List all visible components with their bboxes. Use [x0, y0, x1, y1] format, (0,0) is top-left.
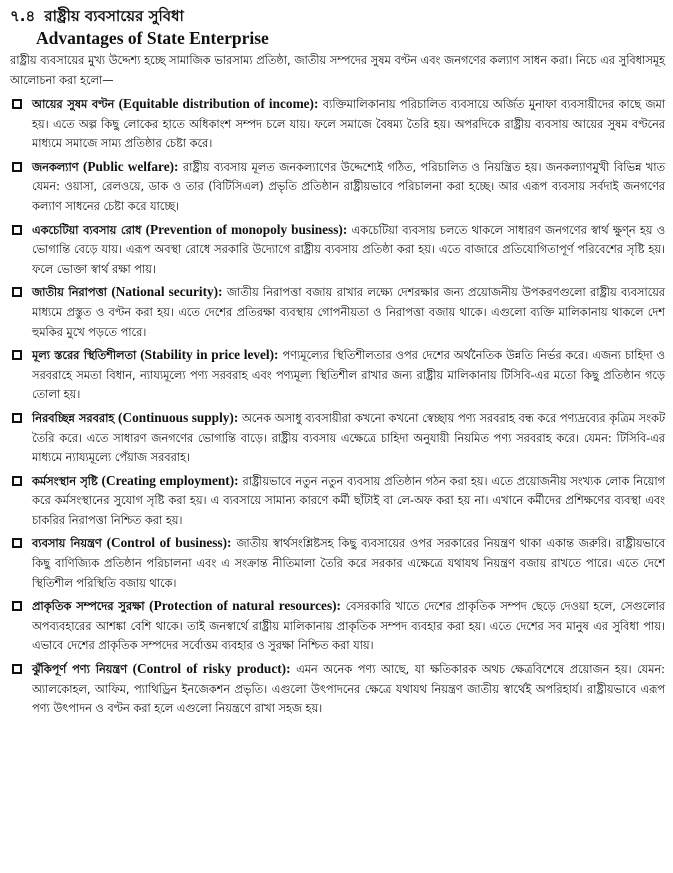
item-heading-en: (Continuous supply):	[118, 409, 239, 425]
section-subtitle: Advantages of State Enterprise	[36, 28, 269, 48]
item-text: ব্যক্তিমালিকানায় পরিচালিত ব্যবসায়ে অর্জিত মুনাফা ব্যবসায়ীদের কাছে জমা হয়। এতে অল্প কিছু লোকের হাতে অধিকাংশ সম্পদ চলে যায়। ফলে সমাজে বৈষম্য তৈরি হয়। অপরদিকে রাষ্ট্রীয় ব্যবসায় আয়ের সুষম বণ্টনের মাধ্যমে সমাজে সাম্য প্রতিষ্ঠার চেষ্টা করে।	[32, 98, 666, 151]
checkbox-bullet-icon	[12, 225, 22, 235]
intro-paragraph: রাষ্ট্রীয় ব্যবসায়ের মুখ্য উদ্দেশ্য হচ্ছে সামাজিক ভারসাম্য প্রতিষ্ঠা, জাতীয় সম্পদের সুষম বণ্টন এবং জনগণের কল্যাণ সাধন করা। নিচে এর সুবিধাসমূহ আলোচনা করা হলো—	[10, 54, 665, 87]
item-heading-en: (Protection of natural resources):	[149, 598, 341, 614]
item-heading-bn: একচেটিয়া ব্যবসায় রোধ	[32, 223, 142, 237]
list-item-body	[32, 533, 665, 593]
item-text: এমন অনেক পণ্য আছে, যা ক্ষতিকারক অথচ ক্ষেত্রবিশেষে প্রয়োজন হয়। যেমন: অ্যালকোহল, আফিম, প্যাথিড্রিন ইনজেকশন প্রভৃতি। এগুলো উৎপাদনের ক্ষেত্রে যথাযথ নিয়ন্ত্রণ জাতীয় স্বার্থেই অপরিহার্য। রাষ্ট্রীয়ভাবে এরূপ পণ্য উৎপাদন ও বণ্টন করা হলে এগুলো নিয়ন্ত্রণে রাখা সহজ হয়।	[32, 663, 665, 716]
list-item	[10, 220, 665, 280]
checkbox-bullet-icon	[12, 538, 22, 548]
item-heading-en: (Control of business):	[106, 535, 232, 551]
item-text: জাতীয় নিরাপত্তা বজায় রাখার লক্ষ্যে দেশরক্ষার জন্য প্রয়োজনীয় উপকরণগুলো রাষ্ট্রীয় ব্যবসায়ের মাধ্যমে প্রস্তুত ও বণ্টন করা হয়। এতে দেশের প্রতিরক্ষা ব্যবস্থায় গোপনীয়তা ও নিরাপত্তা বজায় থাকে। এগুলো ব্যক্তি মালিকানায় থাকলে দেশ হুমকির মুখে পড়তে পারে।	[32, 286, 666, 339]
list-item	[10, 533, 665, 593]
list-item-body	[32, 408, 665, 468]
list-item-body	[32, 157, 665, 217]
item-heading-en: (Prevention of monopoly business):	[145, 221, 348, 237]
item-text: একচেটিয়া ব্যবসায় চলতে থাকলে সাধারণ জনগণের স্বার্থ ক্ষুণ্ন হয় ও ভোগান্তি বেড়ে যায়। এরূপ অবস্থা রোধে সরকারি উদ্যোগে রাষ্ট্রীয় ব্যবসায় প্রতিষ্ঠা করা হয়। এতে বাজারে প্রতিযোগিতাপূর্ণ পরিবেশের সৃষ্টি হয়। ফলে ভোক্তা স্বার্থ রক্ষা পায়।	[32, 223, 666, 276]
item-heading-bn: জাতীয় নিরাপত্তা	[32, 286, 107, 300]
item-heading-en: (Public welfare):	[82, 158, 179, 174]
checkbox-bullet-icon	[12, 476, 22, 486]
item-heading-bn: নিরবচ্ছিন্ন সরবরাহ	[32, 411, 115, 425]
checkbox-bullet-icon	[12, 664, 22, 674]
item-heading-en: (Stability in price level):	[140, 347, 279, 363]
item-text: রাষ্ট্রীয় ব্যবসায় মূলত জনকল্যাণের উদ্দেশ্যেই গঠিত, পরিচালিত ও নিয়ন্ত্রিত হয়। জনকল্যাণমুখী বিভিন্ন খাত যেমন: ওয়াসা, রেলওয়ে, ডাক ও তার (বিটিসিএল) প্রভৃতি প্রতিষ্ঠান রাষ্ট্রীয়ভাবে পরিচালনা করা হচ্ছে। আর এরূপ ব্যবসায় সর্বদাই জনগণের কল্যাণ সাধনের চেষ্টা করে যাচ্ছে।	[32, 160, 665, 213]
section-number: ৭.৪	[10, 7, 36, 25]
list-item	[10, 471, 665, 531]
item-heading-bn: কর্মসংস্থান সৃষ্টি	[32, 474, 98, 488]
item-heading-en: (Creating employment):	[101, 472, 239, 488]
item-text: অনেক অসাধু ব্যবসায়ীরা কখনো কখনো স্বেচ্ছায় পণ্য সরবরাহ বন্ধ করে পণ্যদ্রব্যের কৃত্রিম সংকট তৈরি করে। এতে সাধারণ জনগণের ভোগান্তি বাড়ে। রাষ্ট্রীয় ব্যবসায় এক্ষেত্রে চাহিদা অনুযায়ী নিয়মিত পণ্য সরবরাহ করে। যেমন: টিসিবি-এর মাধ্যমে ন্যায্যমূল্যে পেঁয়াজ সরবরাহ।	[32, 411, 666, 465]
item-heading-en: (Equitable distribution of income):	[118, 96, 319, 111]
list-item	[10, 282, 665, 342]
list-item-body	[32, 94, 665, 154]
item-heading-bn: প্রাকৃতিক সম্পদের সুরক্ষা	[32, 600, 145, 614]
list-item	[10, 345, 665, 405]
section-title	[10, 6, 665, 26]
checkbox-bullet-icon	[12, 287, 22, 297]
list-item-body	[32, 282, 665, 342]
checkbox-bullet-icon	[12, 99, 22, 109]
list-item	[10, 659, 665, 719]
item-text: বেসরকারি খাতে দেশের প্রাকৃতিক সম্পদ ছেড়ে দেওয়া হলে, সেগুলোর অপব্যবহারের আশঙ্কা বেশি থাকে। তাই জনস্বার্থে রাষ্ট্রীয় মালিকানায় প্রাকৃতিক সম্পদ ব্যবহার করা হয়। এতে দেশের সব মানুষ এর সুবিধা পায়। এভাবে দেশের প্রাকৃতিক সম্পদের সর্বোত্তম ব্যবহার ও সুরক্ষা নিশ্চিত করা যায়।	[32, 600, 666, 653]
list-item	[10, 408, 665, 468]
list-item-body	[32, 220, 665, 280]
item-heading-bn: আয়ের সুষম বণ্টন	[32, 98, 115, 111]
list-item	[10, 596, 665, 656]
item-heading-bn: মূল্য স্তরের স্থিতিশীলতা	[32, 349, 137, 363]
item-heading-bn: ঝুঁকিপূর্ণ পণ্য নিয়ন্ত্রণ	[32, 663, 128, 677]
list-item	[10, 157, 665, 217]
item-heading-en: (Control of risky product):	[132, 661, 291, 677]
list-item-body	[32, 659, 665, 719]
item-heading-bn: ব্যবসায় নিয়ন্ত্রণ	[32, 537, 102, 551]
item-text: রাষ্ট্রীয়ভাবে নতুন নতুন ব্যবসায় প্রতিষ্ঠান গঠন করা হয়। এতে প্রয়োজনীয় সংখ্যক লোক নিয়োগ করে কর্মসংস্থানের সুযোগ সৃষ্টি করা হয়। এ ব্যবসায়ে সামান্য কারণে কর্মী ছাঁটাই বা লে-অফ করা হয় না। এখানে কর্মীদের প্রশিক্ষণের ব্যবস্থা এবং চাকরির নিরাপত্তা নিশ্চিত করা হয়।	[32, 474, 665, 527]
item-heading-en: (National security):	[111, 284, 223, 300]
list-item-body	[32, 471, 665, 531]
list-item	[10, 94, 665, 154]
item-text: পণ্যমূল্যের স্থিতিশীলতার ওপর দেশের অর্থনৈতিক উন্নতি নির্ভর করে। এজন্য চাহিদা ও সরবরাহে সমতা বিধান, ন্যায্যমূল্যে পণ্য সরবরাহ এবং পণ্যমূল্য স্থিতিশীল রাখার জন্য রাষ্ট্রীয় মালিকানায় টিসিবি-এর মতো কিছু প্রতিষ্ঠান গড়ে তোলা হয়।	[32, 349, 665, 402]
checkbox-bullet-icon	[12, 350, 22, 360]
checkbox-bullet-icon	[12, 413, 22, 423]
checkbox-bullet-icon	[12, 162, 22, 172]
checkbox-bullet-icon	[12, 601, 22, 611]
item-text: জাতীয় স্বার্থসংশ্লিষ্টসহ কিছু ব্যবসায়ের ওপর সরকারের নিয়ন্ত্রণ থাকা একান্ত জরুরি। রাষ্ট্রীয়ভাবে কিছু বাণিজ্যিক প্রতিষ্ঠান পরিচালনা এবং এ সংক্রান্ত নীতিমালা তৈরি করে সরকার এক্ষেত্রে যথাযথ নিয়ন্ত্রণ বজায় রাখতে পারে। এতে দেশে স্থিতিশীল পরিস্থিতি বজায় থাকে।	[32, 537, 665, 590]
list-item-body	[32, 596, 665, 656]
section-title-text: রাষ্ট্রীয় ব্যবসায়ের সুবিধা	[44, 7, 184, 25]
list-item-body	[32, 345, 665, 405]
item-heading-bn: জনকল্যাণ	[32, 160, 79, 174]
